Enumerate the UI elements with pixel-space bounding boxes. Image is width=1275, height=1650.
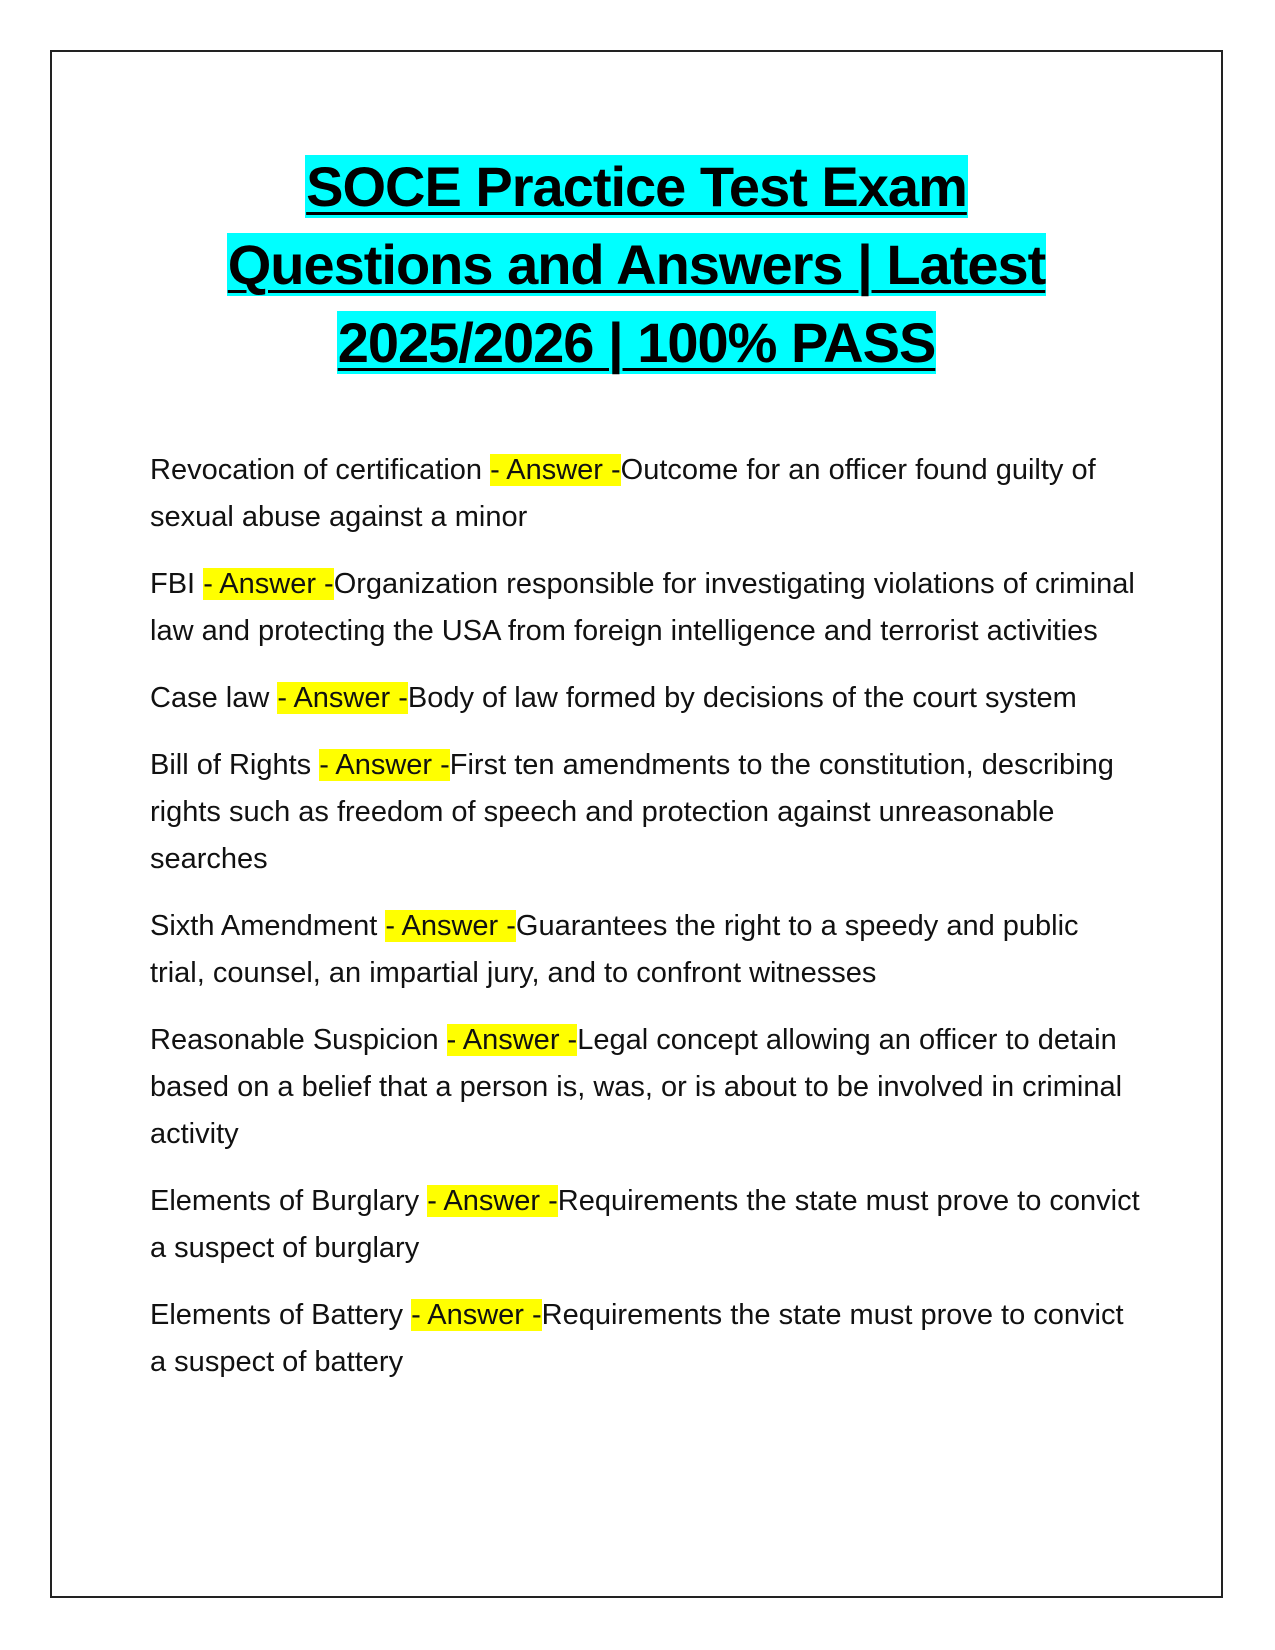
qa-definition: Guarantees the right to a speedy and public trial, counsel, an impartial jury, and to confront witnesses bbox=[150, 910, 1079, 989]
qa-term: Reasonable Suspicion bbox=[150, 1024, 439, 1056]
qa-term: Bill of Rights bbox=[150, 749, 312, 781]
qa-item-case-law bbox=[150, 675, 1140, 722]
title-line-2 bbox=[50, 226, 1223, 304]
qa-item-bill-of-rights bbox=[150, 742, 1140, 883]
title-line-1-text: SOCE Practice Test Exam bbox=[306, 155, 967, 218]
answer-label: - Answer - bbox=[490, 454, 621, 486]
document-title bbox=[50, 148, 1223, 382]
answer-label: - Answer - bbox=[411, 1299, 542, 1331]
qa-list bbox=[150, 447, 1140, 1406]
answer-label: - Answer - bbox=[385, 910, 516, 942]
qa-definition: First ten amendments to the constitution, describing rights such as freedom of speech and protection against unreasonable searches bbox=[150, 749, 1114, 875]
qa-term: Sixth Amendment bbox=[150, 910, 378, 942]
answer-label: - Answer - bbox=[446, 1024, 578, 1056]
qa-definition: Requirements the state must prove to convict a suspect of battery bbox=[150, 1299, 1124, 1378]
qa-item-elements-of-burglary bbox=[150, 1178, 1140, 1272]
qa-item-reasonable-suspicion bbox=[150, 1017, 1140, 1158]
qa-item-revocation bbox=[150, 447, 1140, 541]
qa-definition: Outcome for an officer found guilty of sexual abuse against a minor bbox=[150, 454, 1096, 533]
qa-term: Elements of Battery bbox=[150, 1299, 404, 1331]
qa-definition: Requirements the state must prove to convict a suspect of burglary bbox=[150, 1185, 1140, 1264]
title-line-2-text: Questions and Answers | Latest bbox=[227, 233, 1046, 296]
qa-definition: Body of law formed by decisions of the court system bbox=[407, 682, 1077, 714]
answer-label: - Answer - bbox=[277, 682, 408, 714]
qa-term: Elements of Burglary bbox=[150, 1185, 420, 1217]
qa-definition: Legal concept allowing an officer to detain based on a belief that a person is, was, or is about to be involved in criminal activity bbox=[150, 1024, 1123, 1150]
qa-term: Case law bbox=[150, 682, 270, 714]
answer-label: - Answer - bbox=[203, 568, 334, 600]
qa-item-elements-of-battery bbox=[150, 1292, 1140, 1386]
answer-label: - Answer - bbox=[427, 1185, 558, 1217]
title-line-3-text: 2025/2026 | 100% PASS bbox=[337, 311, 936, 374]
qa-term: FBI bbox=[150, 568, 196, 600]
qa-item-sixth-amendment bbox=[150, 903, 1140, 997]
qa-term: Revocation of certification bbox=[150, 454, 483, 486]
answer-label: - Answer - bbox=[319, 749, 450, 781]
qa-definition: Organization responsible for investigating violations of criminal law and protecting the USA from foreign intelligence and terrorist activities bbox=[150, 568, 1135, 647]
qa-item-fbi bbox=[150, 561, 1140, 655]
title-line-3 bbox=[50, 304, 1223, 382]
title-line-1 bbox=[50, 148, 1223, 226]
